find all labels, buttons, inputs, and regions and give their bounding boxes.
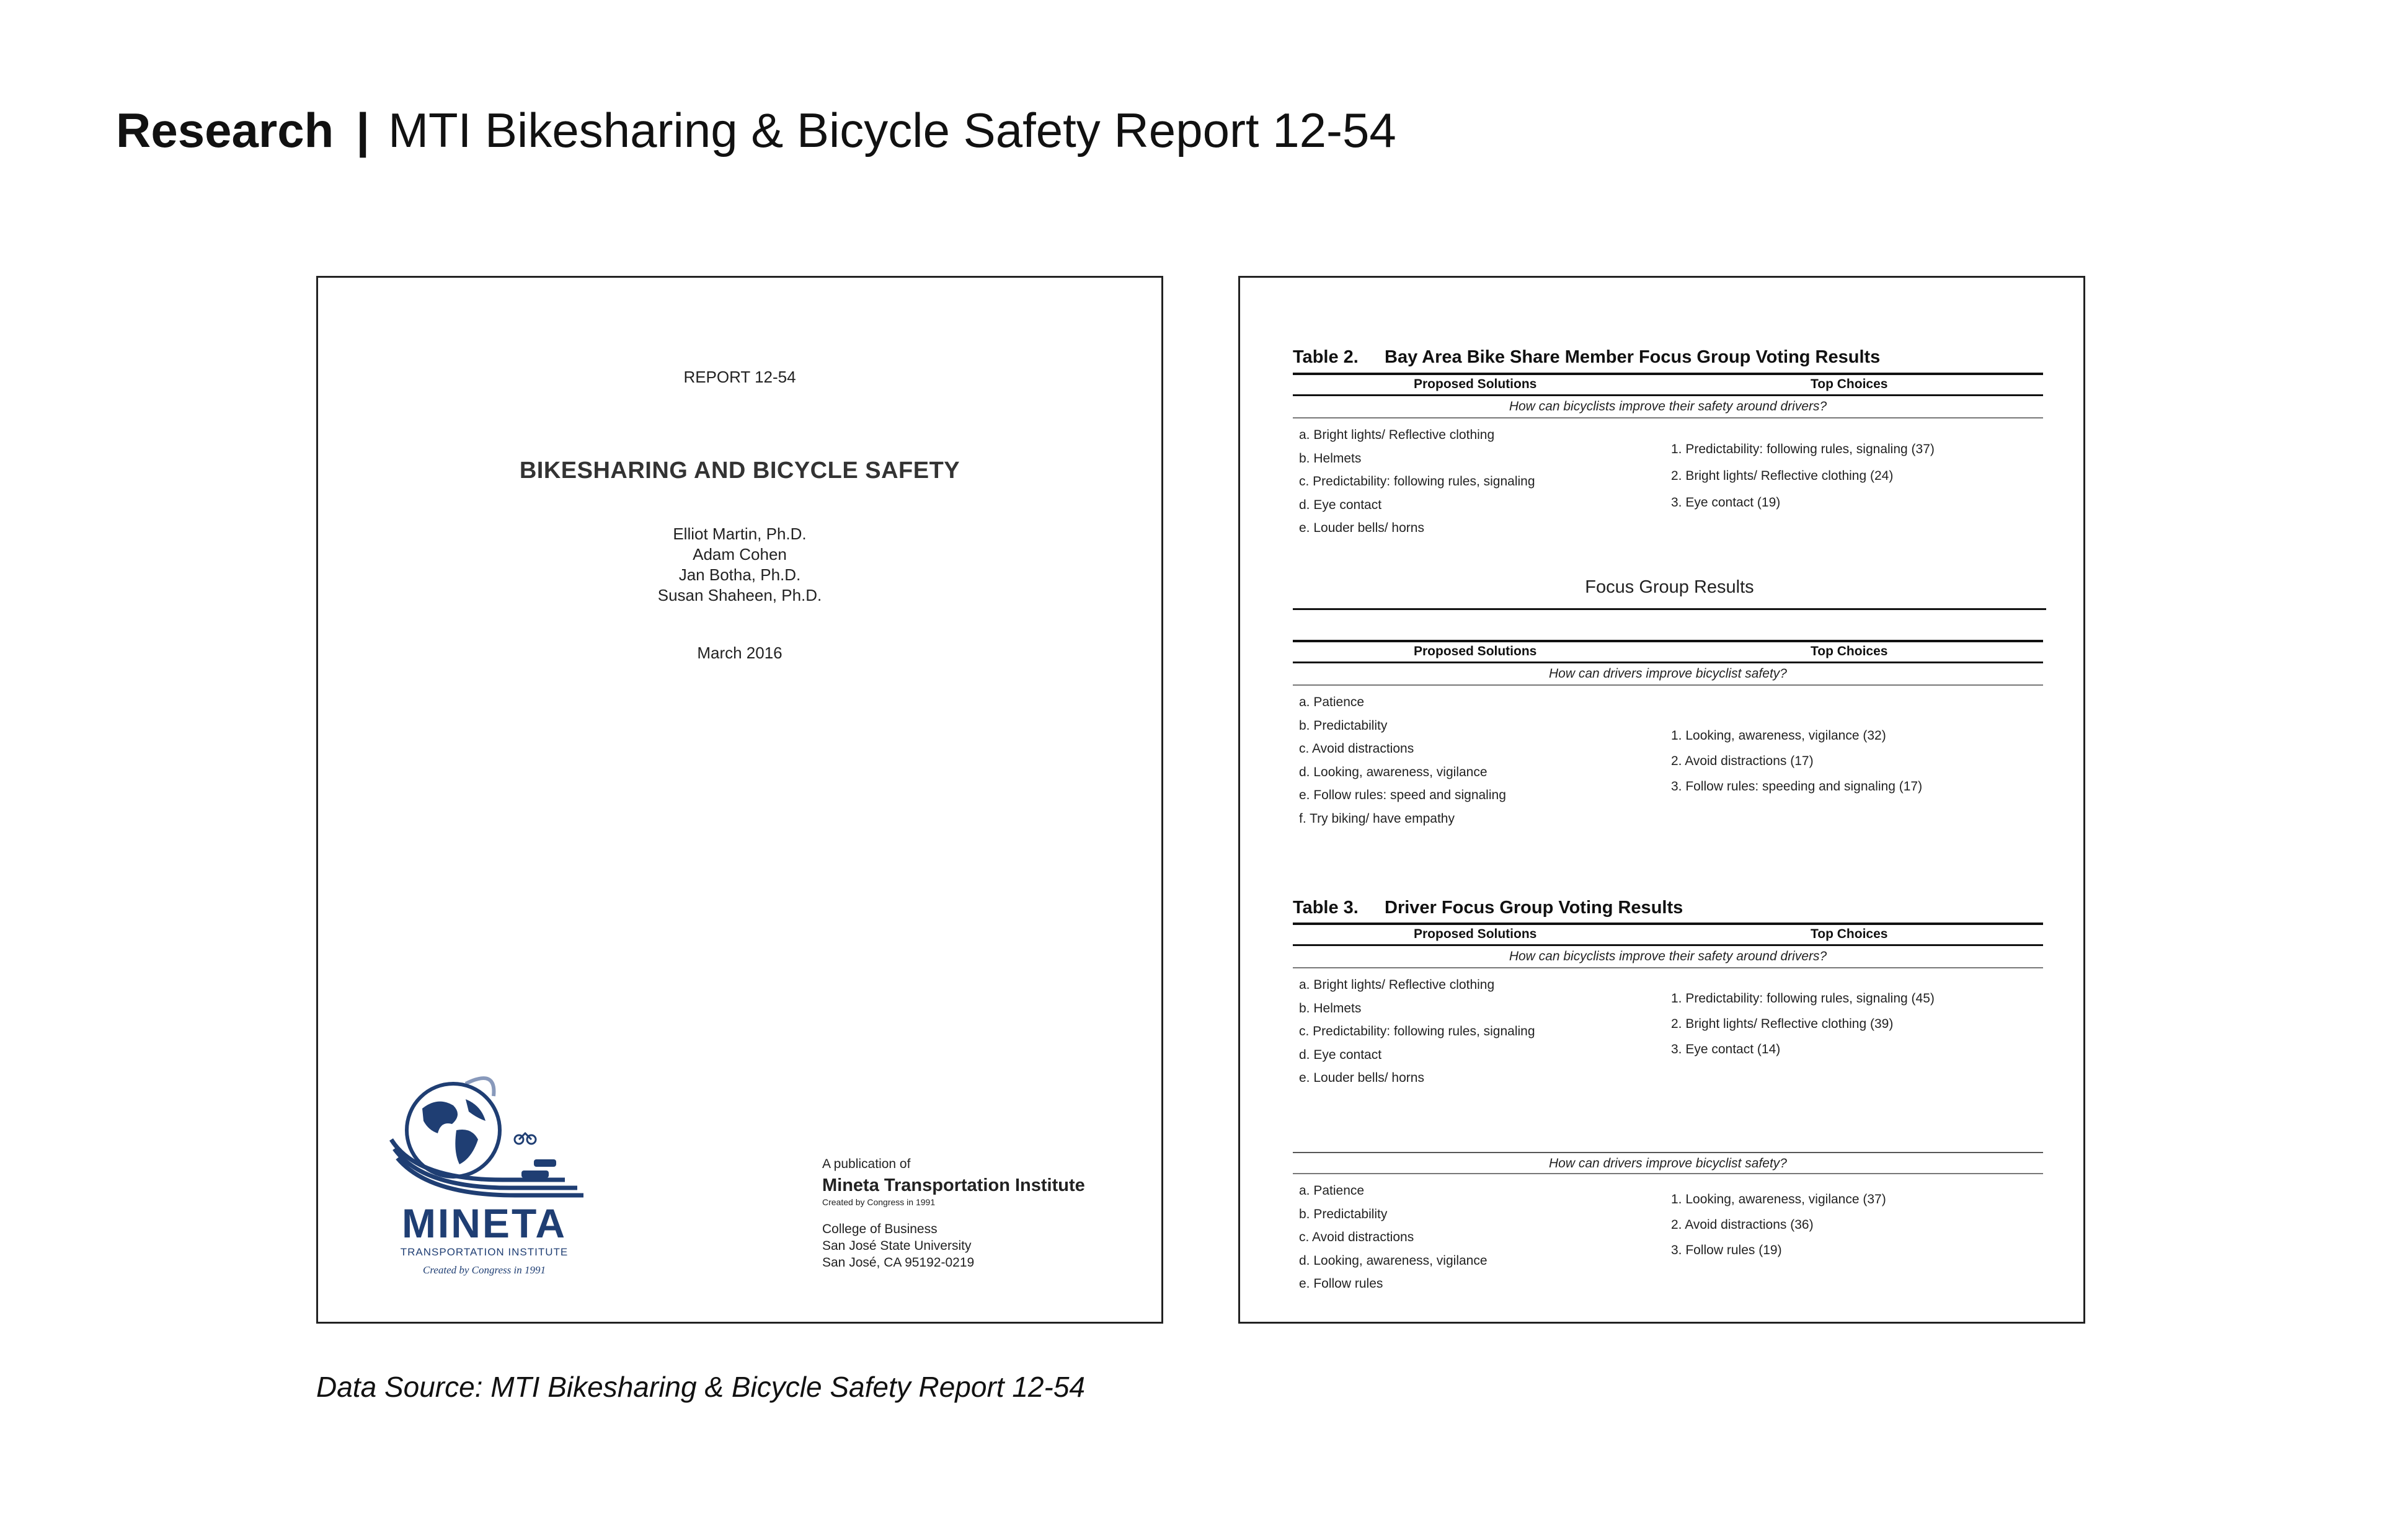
table2 xyxy=(1293,373,2043,542)
focus-group-table xyxy=(1293,640,2043,834)
list-item: 2. Avoid distractions (36) xyxy=(1671,1218,1814,1232)
table-body xyxy=(1293,686,2043,834)
list-item: a. Bright lights/ Reflective clothing xyxy=(1299,978,1495,992)
table-number: Table 2. xyxy=(1293,347,1359,367)
table2-title xyxy=(1293,347,1880,368)
author: Jan Botha, Ph.D. xyxy=(678,565,801,584)
solutions-list xyxy=(1299,1179,1488,1296)
list-item: 2. Bright lights/ Reflective clothing (39) xyxy=(1671,1017,1894,1031)
list-item: e. Follow rules: speed and signaling xyxy=(1299,788,1506,802)
list-item: e. Louder bells/ horns xyxy=(1299,521,1424,535)
focus-group-heading: Focus Group Results xyxy=(1293,577,2046,610)
column-header: Top Choices xyxy=(1811,927,1888,941)
list-item: d. Eye contact xyxy=(1299,497,1382,512)
list-item: c. Predictability: following rules, signaling xyxy=(1299,1024,1535,1038)
question-row: How can drivers improve bicyclist safety? xyxy=(1293,663,2043,686)
report-title: MTI Bikesharing & Bicycle Safety Report 12-54 xyxy=(388,102,1396,157)
table-body xyxy=(1293,418,2043,542)
report-number: REPORT 12-54 xyxy=(683,368,796,386)
publisher-name: Mineta Transportation Institute xyxy=(822,1175,1085,1195)
list-item: 3. Eye contact (19) xyxy=(1671,495,1781,510)
results-page xyxy=(1238,276,2085,1324)
solutions-list xyxy=(1299,973,1535,1090)
table-body xyxy=(1293,1174,2043,1304)
choices-list xyxy=(1671,723,1922,799)
address-line: San José, CA 95192-0219 xyxy=(822,1255,975,1270)
page-title xyxy=(116,99,1396,161)
list-item: b. Predictability xyxy=(1299,718,1388,733)
list-item: c. Predictability: following rules, signaling xyxy=(1299,474,1535,489)
column-header: Proposed Solutions xyxy=(1414,644,1537,658)
question-row: How can bicyclists improve their safety around drivers? xyxy=(1293,396,2043,418)
table-header-row xyxy=(1293,373,2043,396)
column-header: Top Choices xyxy=(1811,377,1888,391)
list-item: 1. Looking, awareness, vigilance (32) xyxy=(1671,728,1886,743)
list-item: 2. Bright lights/ Reflective clothing (24) xyxy=(1671,469,1894,483)
list-item: d. Looking, awareness, vigilance xyxy=(1299,764,1488,779)
column-header: Top Choices xyxy=(1811,644,1888,658)
choices-list xyxy=(1671,1187,1886,1263)
column-header: Proposed Solutions xyxy=(1414,377,1537,391)
list-item: e. Follow rules xyxy=(1299,1277,1383,1291)
report-cover-page xyxy=(316,276,1163,1324)
publisher-block xyxy=(822,1157,1085,1271)
table-header-row xyxy=(1293,640,2043,663)
address-line: San José State University xyxy=(822,1239,972,1253)
list-item: 2. Avoid distractions (17) xyxy=(1671,754,1814,768)
list-item: b. Helmets xyxy=(1299,451,1362,466)
list-item: d. Eye contact xyxy=(1299,1047,1382,1062)
publisher-created: Created by Congress in 1991 xyxy=(822,1197,936,1207)
list-item: c. Avoid distractions xyxy=(1299,741,1414,756)
address-line: College of Business xyxy=(822,1222,938,1236)
list-item: f. Try biking/ have empathy xyxy=(1299,811,1455,826)
publication-date: March 2016 xyxy=(697,644,783,662)
author-list xyxy=(318,524,1161,606)
list-item: 1. Looking, awareness, vigilance (37) xyxy=(1671,1192,1886,1206)
logo-tagline: Created by Congress in 1991 xyxy=(422,1264,546,1276)
list-item: b. Helmets xyxy=(1299,1001,1362,1016)
publisher-address xyxy=(822,1221,1085,1271)
table3-title xyxy=(1293,898,1683,918)
publisher-label: A publication of xyxy=(822,1157,911,1171)
list-item: 1. Predictability: following rules, signaling (37) xyxy=(1671,442,1935,456)
question-row: How can drivers improve bicyclist safety? xyxy=(1293,1152,2043,1174)
author: Adam Cohen xyxy=(693,545,787,564)
title-separator: | xyxy=(356,102,370,157)
table-caption: Bay Area Bike Share Member Focus Group Voting Results xyxy=(1385,347,1881,367)
table-caption: Driver Focus Group Voting Results xyxy=(1385,898,1683,918)
table3 xyxy=(1293,923,2043,1304)
list-item: a. Patience xyxy=(1299,1184,1365,1198)
list-item: e. Louder bells/ horns xyxy=(1299,1071,1424,1085)
solutions-list xyxy=(1299,691,1506,830)
list-item: a. Bright lights/ Reflective clothing xyxy=(1299,428,1495,442)
section-label: Research xyxy=(116,102,334,157)
list-item: a. Patience xyxy=(1299,695,1365,709)
choices-list xyxy=(1671,436,1935,516)
logo-wordmark: MINETA xyxy=(401,1200,567,1246)
question-row: How can bicyclists improve their safety around drivers? xyxy=(1293,946,2043,968)
table-body xyxy=(1293,968,2043,1152)
list-item: 3. Follow rules (19) xyxy=(1671,1243,1782,1257)
list-item: c. Avoid distractions xyxy=(1299,1230,1414,1244)
solutions-list xyxy=(1299,423,1535,540)
list-item: 1. Predictability: following rules, signaling (45) xyxy=(1671,991,1935,1006)
table-number: Table 3. xyxy=(1293,898,1359,918)
column-header: Proposed Solutions xyxy=(1414,927,1537,941)
globe-emblem-icon xyxy=(379,1071,596,1201)
author: Susan Shaheen, Ph.D. xyxy=(657,586,822,604)
list-item: 3. Eye contact (14) xyxy=(1671,1042,1781,1056)
list-item: b. Predictability xyxy=(1299,1206,1388,1221)
author: Elliot Martin, Ph.D. xyxy=(673,524,807,543)
cover-title: BIKESHARING AND BICYCLE SAFETY xyxy=(519,458,960,484)
mineta-logo xyxy=(379,1071,596,1276)
choices-list xyxy=(1671,986,1935,1062)
data-source-note: Data Source: MTI Bikesharing & Bicycle Safety Report 12-54 xyxy=(316,1371,1086,1403)
logo-subtitle: TRANSPORTATION INSTITUTE xyxy=(400,1246,569,1258)
table-header-row xyxy=(1293,923,2043,946)
list-item: 3. Follow rules: speeding and signaling (17) xyxy=(1671,779,1923,794)
list-item: d. Looking, awareness, vigilance xyxy=(1299,1253,1488,1268)
